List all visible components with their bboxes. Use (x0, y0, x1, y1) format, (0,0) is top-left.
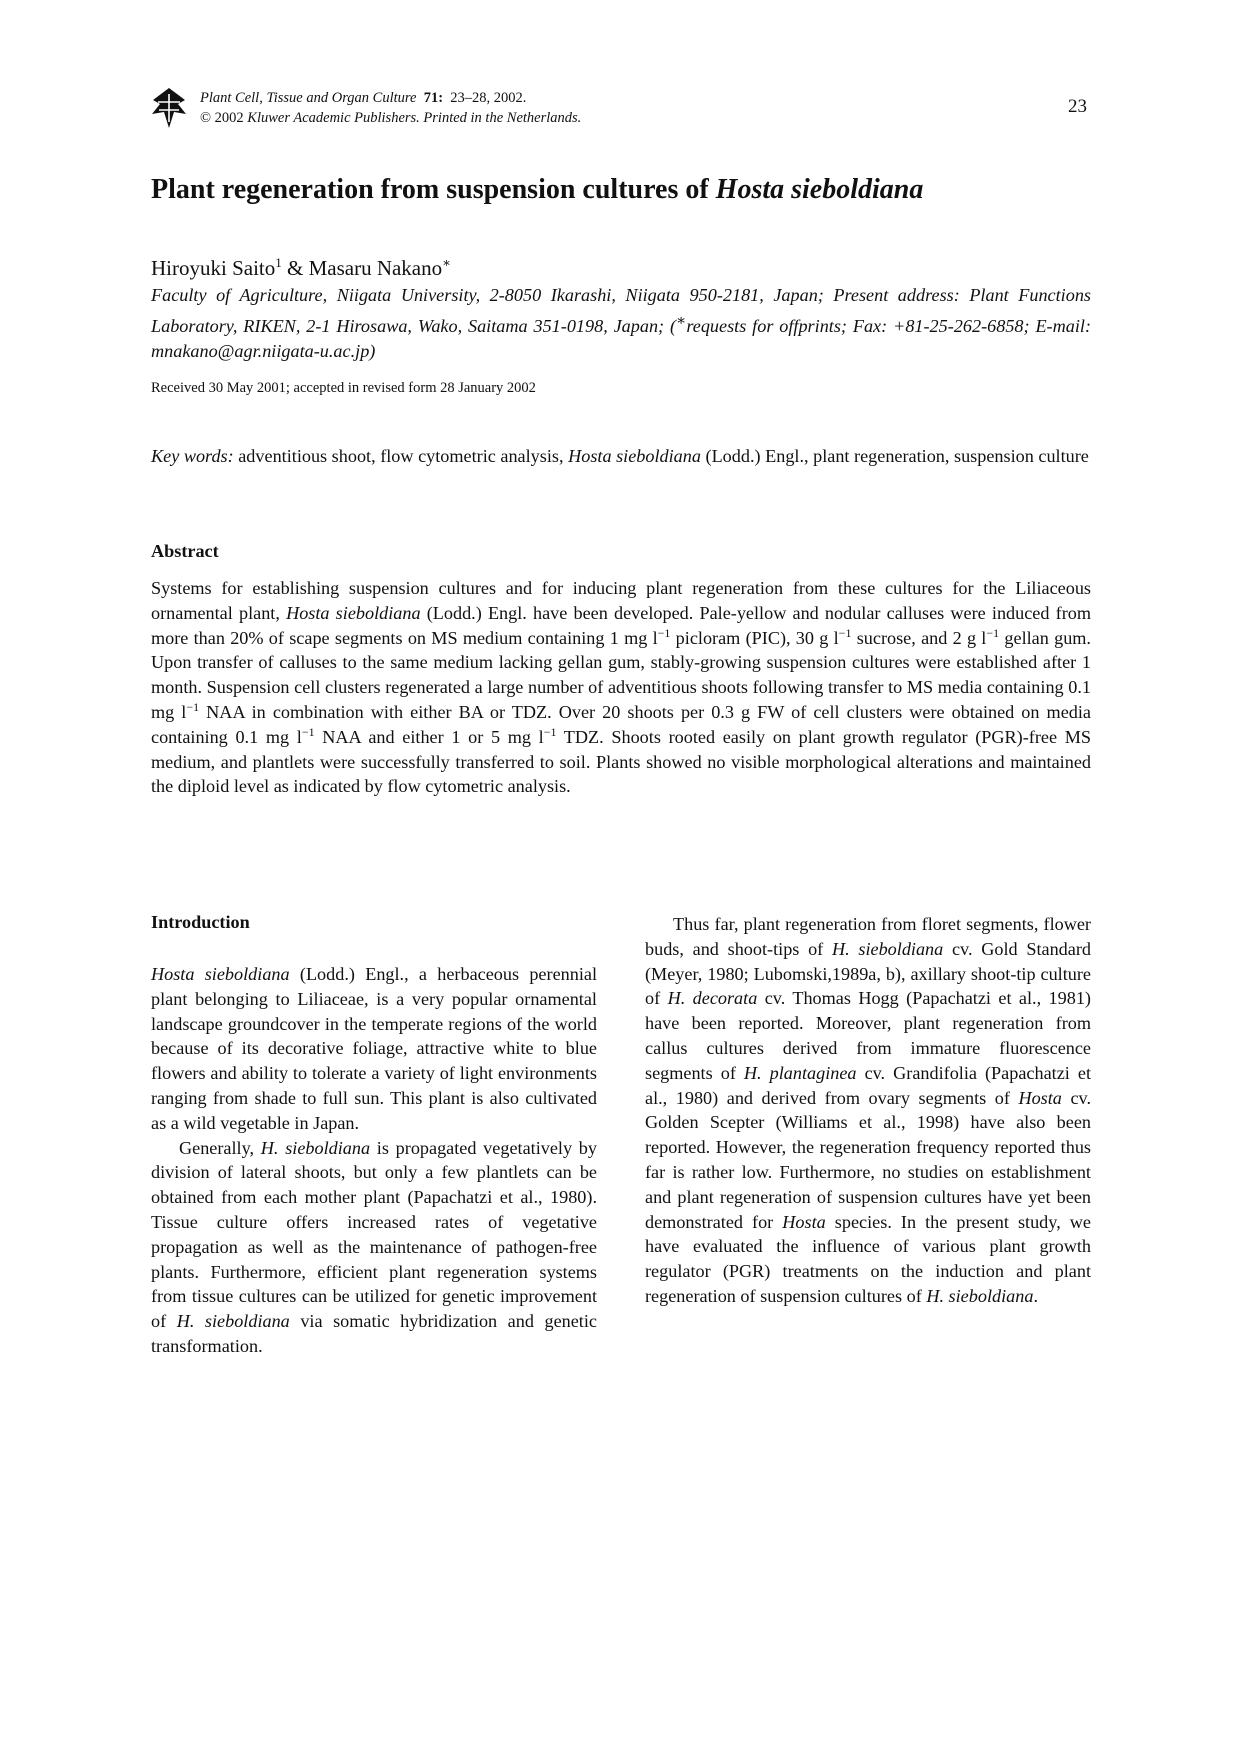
paragraph: Hosta sieboldiana (Lodd.) Engl., a herbaceous perennial plant belonging to Liliaceae, is a very popular ornamental landscape groundcover in the temperate regions of the world because of its decorative foliage, attractive white to blue flowers and ability to tolerate a variety of light environments ranging from shade to full sun. This plant is also cultivated as a wild vegetable in Japan. (151, 964, 598, 1133)
journal-pages-year: 23–28, 2002. (450, 90, 527, 106)
author-2: Masaru Nakano (308, 256, 443, 280)
body-column-right (645, 912, 1091, 1309)
journal-citation (200, 88, 581, 128)
article-title: Plant regeneration from suspension cultures of Hosta sieboldiana (151, 174, 924, 205)
page-number: 23 (1068, 96, 1087, 117)
author-affiliation: Faculty of Agriculture, Niigata University, 2-8050 Ikarashi, Niigata 950-2181, Japan; Present address: Plant Functions Laboratory, RIKEN, 2-1 Hirosawa, Wako, Saitama 351-0198, Japan; (∗requests for offprints; Fax: +81-25-262-6858; E-mail: mnakano@agr.niigata-u.ac.jp) (151, 285, 1091, 362)
author-list: Hiroyuki Saito$^1$ & Masaru Nakano∗ (151, 255, 451, 280)
body-column-left (151, 962, 597, 1359)
keywords-label: Key words: (151, 446, 234, 466)
received-dates: Received 30 May 2001; accepted in revised form 28 January 2002 (151, 380, 536, 396)
copyright-year: © 2002 (200, 110, 248, 126)
introduction-heading: Introduction (151, 912, 250, 932)
journal-name: Plant Cell, Tissue and Organ Culture (200, 90, 417, 106)
publisher-logo-icon (150, 86, 188, 130)
author-1: Hiroyuki Saito (151, 256, 276, 280)
abstract-text: Systems for establishing suspension cultures and for inducing plant regeneration from these cultures for the Liliaceous ornamental plant, Hosta sieboldiana (Lodd.) Engl. have been developed. Pale-yellow and nodular calluses were induced from more than 20% of scape segments on MS medium containing 1 mg $l^{-1}$ picloram (PIC), 30 g $l^{-1}$ sucrose, and 2 g $l^{-1}$ gellan gum. Upon transfer of calluses to the same medium lacking gellan gum, stably-growing suspension cultures were established after 1 month. Suspension cell clusters regenerated a large number of adventitious shoots following transfer to MS media containing 0.1 mg $l^{-1}$ NAA in combination with either BA or TDZ. Over 20 shoots per 0.3 g FW of cell clusters were obtained on media containing 0.1 mg $l^{-1}$ NAA and either 1 or 5 mg $l^{-1}$ TDZ. Shoots rooted easily on plant growth regulator (PGR)-free MS medium, and plantlets were successfully transferred to soil. Plants showed no visible morphological alterations and maintained the diploid level as indicated by flow cytometric analysis. (151, 578, 1091, 797)
paragraph: Thus far, plant regeneration from floret segments, flower buds, and shoot-tips of H. sieboldiana cv. Gold Standard (Meyer, 1980; Lubomski,1989a, b), axillary shoot-tip culture of H. decorata cv. Thomas Hogg (Papachatzi et al., 1981) have been reported. Moreover, plant regeneration from callus cultures derived from immature fluorescence segments of H. plantaginea cv. Grandifolia (Papachatzi et al., 1980) and derived from ovary segments of Hosta cv. Golden Scepter (Williams et al., 1998) have also been reported. However, the regeneration frequency reported thus far is rather low. Furthermore, no studies on establishment and plant regeneration of suspension cultures have yet been demonstrated for Hosta species. In the present study, we have evaluated the influence of various plant growth regulator (PGR) treatments on the induction and plant regeneration of suspension cultures of H. sieboldiana. (645, 914, 1091, 1306)
title-species: Hosta sieboldiana (715, 174, 924, 205)
paragraph: Generally, H. sieboldiana is propagated vegetatively by division of lateral shoots, but only a few plantlets can be obtained from each mother plant (Papachatzi et al., 1980). Tissue culture offers increased rates of vegetative propagation as well as the maintenance of pathogen-free plants. Furthermore, efficient plant regeneration systems from tissue cultures can be utilized for genetic improvement of H. sieboldiana via somatic hybridization and genetic transformation. (151, 1137, 597, 1356)
journal-volume: 71: (423, 90, 444, 106)
publisher-line: Kluwer Academic Publishers. Printed in the Netherlands. (247, 110, 582, 126)
keywords: Key words: adventitious shoot, flow cytometric analysis, Hosta sieboldiana (Lodd.) Engl., plant regeneration, suspension culture (151, 446, 1089, 466)
abstract-heading: Abstract (151, 541, 219, 561)
